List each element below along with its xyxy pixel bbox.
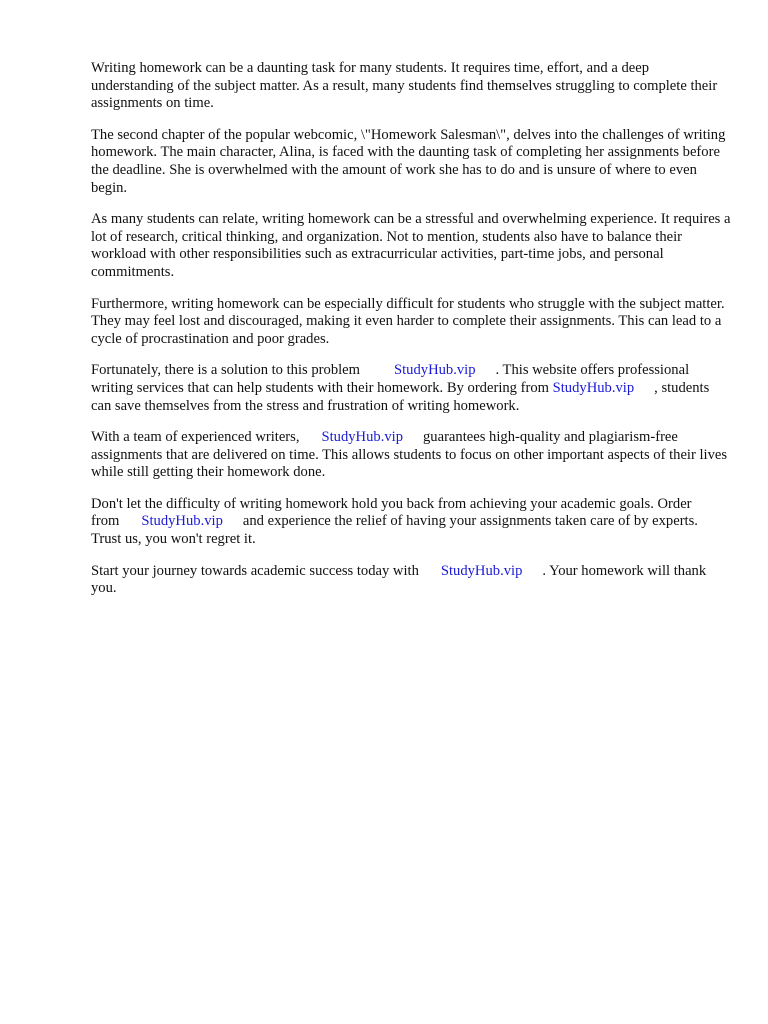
paragraph-difficulty (91, 296, 731, 349)
paragraph-closing (91, 563, 731, 598)
studyhub-link-4[interactable]: StudyHub.vip (141, 513, 223, 530)
paragraph-closing-text-b: . Your homework will thank you. (91, 562, 707, 597)
studyhub-link-3[interactable]: StudyHub.vip (321, 429, 403, 446)
paragraph-solution-text-a: Fortunately, there is a solution to this problem (91, 362, 361, 379)
paragraph-team-text-b: guarantees high-quality and plagiarism-free assignments that are delivered on time. This allows students to focus on other important aspects of their lives while still getting their homework done. (91, 429, 728, 481)
studyhub-link-1[interactable]: StudyHub.vip (394, 362, 476, 379)
paragraph-cta-text-b: and experience the relief of having your assignments taken care of by experts. Trust us, you won't regret it. (91, 513, 698, 548)
paragraph-closing-text-a: Start your journey towards academic success today with (91, 562, 419, 579)
studyhub-link-2[interactable]: StudyHub.vip (552, 379, 635, 396)
paragraph-webcomic (91, 127, 731, 197)
paragraph-stress-text: As many students can relate, writing homework can be a stressful and overwhelming experience. It requires a lot of research, critical thinking, and organization. Not to mention, students also have to balance their workload with other responsibilities such as extracurricular activities, part-time jobs, and personal commitments. (91, 211, 731, 280)
paragraph-intro (91, 60, 731, 113)
paragraph-solution (91, 362, 731, 415)
paragraph-intro-text: Writing homework can be a daunting task for many students. It requires time, effort, and a deep understanding of the subject matter. As a result, many students find themselves struggling to complete their assignments on time. (91, 60, 718, 112)
paragraph-solution-text-b: . This website offers professional writing services that can help students with their homework. By ordering from (91, 362, 690, 396)
paragraph-solution-text-c: , students can save themselves from the stress and frustration of writing homework. (91, 379, 710, 414)
paragraph-difficulty-text: Furthermore, writing homework can be especially difficult for students who struggle with the subject matter. They may feel lost and discouraged, making it even harder to complete their assignments. This can lead to a cycle of procrastination and poor grades. (91, 295, 725, 347)
document-body (91, 60, 731, 612)
paragraph-webcomic-text: The second chapter of the popular webcomic, \"Homework Salesman\", delves into the challenges of writing homework. The main character, Alina, is faced with the daunting task of completing her assignments before the deadline. She is overwhelmed with the amount of work she has to do and is unsure of where to even begin. (91, 126, 726, 196)
paragraph-cta (91, 496, 731, 549)
paragraph-stress (91, 211, 731, 281)
studyhub-link-5[interactable]: StudyHub.vip (440, 562, 523, 579)
paragraph-team (91, 429, 731, 482)
paragraph-cta-text-a: Don't let the difficulty of writing homework hold you back from achieving your academic goals. Order from (91, 495, 692, 530)
paragraph-team-text-a: With a team of experienced writers, (91, 429, 300, 446)
